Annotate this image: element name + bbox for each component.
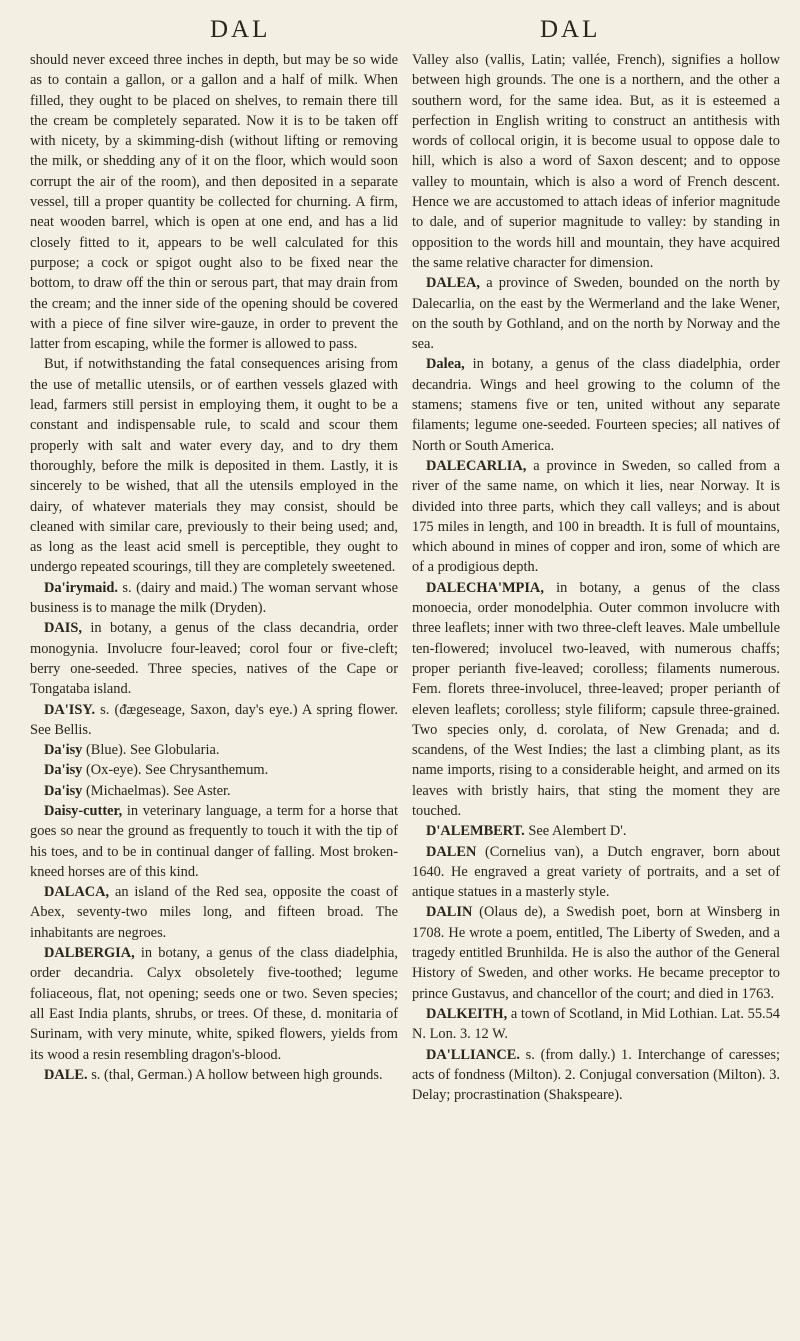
entry-daisy-mich (30, 781, 398, 801)
running-head-left: DAL (210, 16, 271, 43)
entry-text: in botany, a genus of the class diadelphia, order decandria. Calyx obsoletely five-toothed; legume foliaceous, flat, not opening; seeds one or two. Seven species; all East India plants, shrubs, or trees. Of these, d. monitaria of Surinam, with very minute, white, spiked flowers, yields from its wood a resin resembling dragon's-blood. (30, 945, 398, 1063)
entry-text: in botany, a genus of the class monoecia, order monodelphia. Outer common involucre with three leaflets; inner with two three-cleft leaves. Male umbellule ten-flowered; involucel two-leaved, with numerous chaffs; proper perianth five-leaved; corolless; filaments numerous. Fem. florets three-involucel, three-leaved; proper perianth of eleven leaflets; corolless; style filiform; capsule three-grained. Two species only, d. corolata, of New Grenada; and d. scandens, of the West Indies; the last a climbing plant, as its name imports, rising to a considerable height, and armed on its leaves with bristly hairs, that sting the moment they are touched. (412, 579, 780, 819)
entry-headword: DALIN (426, 904, 473, 921)
entry-text: a province in Sweden, so called from a river of the same name, on which it lies, near Norway. It is divided into three parts, which they call valleys; and is about 175 miles in length, and 100 in breadth. It is full of mountains, which abound in mines of copper and iron, some of which are of a prodigious depth. (412, 457, 780, 576)
entry-dalliance (412, 1045, 780, 1106)
entry-dalechampia (412, 578, 780, 822)
entry-daisy-cutter (30, 801, 398, 882)
entry-dalbergia (30, 943, 398, 1065)
entry-but-if (30, 354, 398, 577)
entry-dalaca (30, 882, 398, 943)
entry-text: s. (from dally.) 1. Interchange of caresses; acts of fondness (Milton). 2. Conjugal conversation (Milton). 3. Delay; procrastination (Shakspeare). (412, 1046, 780, 1104)
entry-text: Valley also (vallis, Latin; vallée, French), signifies a hollow between high grounds. The one is a northern, and the other a southern word, for the same idea. But, as it is esteemed a perfection in English writing to construct an antithesis with words of collocal origin, it is become usual to oppose dale to hill, which is also a word of Saxon descent; and to oppose valley to mountain, which is also a word of French descent. Hence we are accustomed to attach ideas of inferior magnitude to dale, and of superior magnitude to valley: by standing in opposition to the words hill and mountain, they have acquired the same relative character for dimension. (412, 52, 780, 271)
entry-headword: DA'ISY. (44, 701, 96, 718)
entry-text: should never exceed three inches in depth, but may be so wide as to contain a gallon, or a gallon and a half of milk. When filled, they ought to be placed on shelves, to remain there till the cream be completely separated. Now it is to be taken off with nicety, by a skimming-dish (without lifting or removing the milk, or shedding any of it on the floor, which would soon corrupt the air of the room), and then deposited in a separate vessel, till a proper quantity be collected for churning. A firm, neat wooden barrel, which is open at one end, and has a lid closely fitted to it, appears to be well calculated for this purpose; a cock or spigot ought also to be fixed near the bottom, to draw off the thin or serous part, that may drain from the cream; and the inner side of the opening should be covered with a piece of fine silver wire-gauze, in order to prevent the latter from escaping, while the former is allowed to pass. (30, 52, 398, 353)
entry-text: in veterinary language, a term for a horse that goes so near the ground as frequently to touch it with the tip of his toes, and to be in continual danger of falling. Most broken-kneed horses are of this kind. (30, 802, 398, 880)
entry-headword: Da'isy (44, 782, 83, 799)
entry-milk-cont (30, 50, 398, 354)
entry-text: in botany, a genus of the class decandria, order monogynia. Involucre four-leaved; corol four or five-cleft; berry one-seeded. Three species, natives of the Cape or Tongataba island. (30, 620, 398, 698)
entry-text: s. (ᵭægeseage, Saxon, day's eye.) A spring flower. See Bellis. (30, 701, 398, 738)
entry-text: in botany, a genus of the class diadelphia, order decandria. Wings and heel growing to the column of the stamens; stamens five or ten, united without any separate filaments; legume one-seeded. Fourteen species; all natives of North or South America. (412, 356, 780, 454)
entry-text: (Cornelius van), a Dutch engraver, born about 1640. He engraved a great variety of portraits, and a set of antique statues in a masterly style. (412, 843, 780, 901)
entry-headword: DALECHA'MPIA, (426, 579, 544, 596)
right-column (412, 50, 780, 1105)
entry-dairymaid (30, 578, 398, 619)
entry-headword: Da'isy (44, 742, 83, 759)
entry-daisy-ox (30, 760, 398, 780)
entry-text: s. (thal, German.) A hollow between high grounds. (87, 1066, 383, 1083)
entry-daisy (30, 700, 398, 741)
entry-headword: DA'LLIANCE. (426, 1046, 520, 1063)
entry-text: s. (dairy and maid.) The woman servant whose business is to manage the milk (Dryden). (30, 579, 398, 617)
entry-headword: DALBERGIA, (44, 945, 135, 962)
entry-dalea-prov (412, 273, 780, 354)
entry-dalen (412, 842, 780, 903)
entry-text: See Alembert D'. (524, 823, 627, 840)
entry-dale (30, 1065, 398, 1085)
entry-dalkeith (412, 1004, 780, 1045)
entry-headword: DALEN (426, 843, 477, 860)
entry-daisy-blue (30, 740, 398, 760)
entry-dais (30, 618, 398, 699)
entry-headword: DALECARLIA, (426, 457, 527, 474)
entry-text: an island of the Red sea, opposite the coast of Abex, seventy-two miles long, and fifteen broad. The inhabitants are negroes. (30, 884, 398, 941)
entry-headword: D'ALEMBERT. (426, 823, 525, 840)
entry-text: (Olaus de), a Swedish poet, born at Winsberg in 1708. He wrote a poem, entitled, The Liberty of Sweden, and a tragedy entitled Brunhilda. He is also the author of the General History of Sweden, and other works. He became preceptor to prince Gustavus, and chancellor of the court; and died in 1763. (412, 904, 780, 1002)
entry-headword: DAIS, (44, 620, 82, 637)
entry-headword: DALE. (44, 1066, 88, 1083)
entry-dalin (412, 902, 780, 1003)
entry-headword: Da'isy (44, 762, 83, 779)
entry-text: But, if notwithstanding the fatal consequences arising from the use of metallic utensils, or of earthen vessels glazed with lead, farmers still persist in employing them, it ought to be a constant and indispensable rule, to scald and scour them properly with salt and water every day, and to dry them thoroughly, before the milk is deposited in them. Lastly, it is sincerely to be wished, that all the utensils employed in the dairy, of whatever materials they may consist, should be cleaned with similar care, previously to their being used; and, as long as the least acid smell is perceptible, they ought to undergo repeated scourings, till they are completely sweetened. (30, 356, 398, 576)
entry-dalembert (412, 821, 780, 841)
entry-text: (Ox-eye). See Chrysanthemum. (82, 762, 269, 779)
entry-headword: Da'irymaid. (44, 579, 118, 596)
entry-text: (Michaelmas). See Aster. (82, 782, 231, 799)
entry-text: (Blue). See Globularia. (82, 742, 220, 759)
entry-dalea-bot (412, 354, 780, 455)
entry-valley (412, 50, 780, 273)
entry-dalecarlia (412, 456, 780, 578)
entry-headword: Daisy-cutter, (44, 802, 123, 819)
entry-headword: DALACA, (44, 884, 110, 901)
running-head-right: DAL (540, 16, 601, 43)
entry-headword: Dalea, (426, 356, 465, 373)
left-column (30, 50, 398, 1085)
entry-text: a town of Scotland, in Mid Lothian. Lat. 55.54 N. Lon. 3. 12 W. (412, 1005, 780, 1043)
entry-text: a province of Sweden, bounded on the north by Dalecarlia, on the east by the Wermerland and the lake Wener, on the south by Gothland, and on the north by Norway and the sea. (412, 275, 780, 353)
entry-headword: DALEA, (426, 275, 480, 292)
entry-headword: DALKEITH, (426, 1005, 508, 1022)
